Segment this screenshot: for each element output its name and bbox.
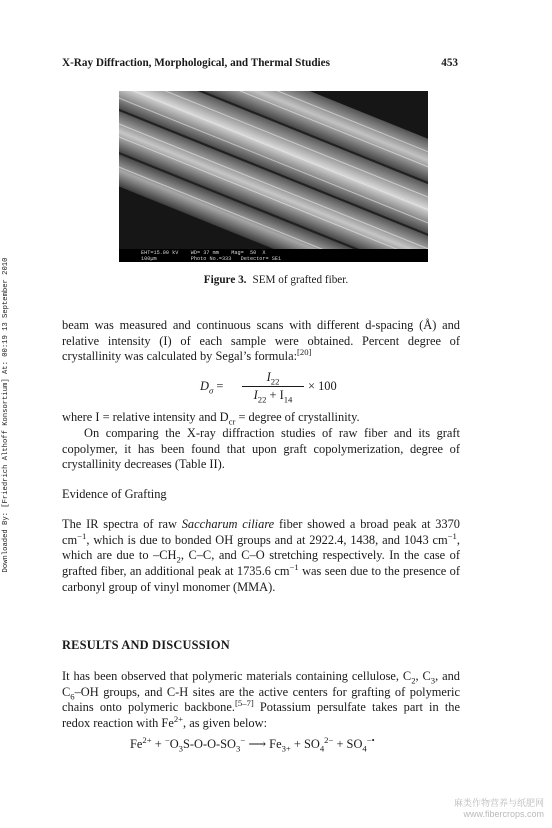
heading-results: RESULTS AND DISCUSSION <box>62 638 230 652</box>
paragraph-crystallinity: On comparing the X-ray diffraction studies of raw fiber and its graft copolymer, it has been found that upon graft copolymerization, degree of crystallinity decreases (Table II). <box>62 426 460 472</box>
figure-label: Figure 3. <box>203 274 247 286</box>
paragraph-segal: beam was measured and continuous scans with different d-spacing (Å) and relative intensity (I) of each sample were obtained. Percent degree of crystallinity was calculated by Segal’s formula:[20] <box>62 318 460 364</box>
watermark <box>454 798 544 820</box>
equation-rhs: × 100 <box>308 379 337 393</box>
sem-micrograph <box>119 91 428 262</box>
sem-parameters: EHT=15.00 kV WD= 37 mm Mag= 50 X <box>141 250 266 256</box>
download-note-text: Downloaded By: [Friedrich Althoff Konsortium] At: 00:19 13 September 2010 <box>2 257 10 573</box>
equation-numerator: $I_{22}$ <box>266 370 280 387</box>
equation-fraction <box>242 370 304 403</box>
equation-denominator: $I_{22} + I_{14}$ <box>253 388 293 405</box>
figure-caption-text: SEM of grafted fiber. <box>252 274 349 286</box>
figure-caption <box>0 274 552 286</box>
sem-scale-info: 100µm Photo No.=333 Detector= SE1 <box>141 256 282 262</box>
sem-info-bar <box>119 249 428 262</box>
download-note <box>0 240 12 590</box>
running-head-title: X-Ray Diffraction, Morphological, and Thermal Studies <box>62 57 330 69</box>
page-number: 453 <box>441 57 458 69</box>
running-head <box>62 57 458 73</box>
watermark-line-cn: 麻类作物营养与纸肥网 <box>453 798 544 808</box>
paragraph-results: It has been observed that polymeric materials containing cellulose, $C_2$, $C_3$, and $C_6-OH$ groups, and C-H sites are the active centers for grafting of polymeric chains onto polymeric backbone.[5–7] Potassium persulfate takes part in the redox reaction with $Fe^{2+}$, as given below: <box>62 669 460 731</box>
equation-lhs: $D_\sigma$ = <box>200 379 224 396</box>
heading-evidence: Evidence of Grafting <box>62 487 167 501</box>
paragraph-ir-spectra: The IR spectra of raw Saccharum ciliare fiber showed a broad peak at 3370 $cm^{-1}$, which is due to bonded OH groups and at 2922.4, 1438, and 1043 $cm^{-1}$, which are due to $-CH_2$, C–C, and C–O stretching respectively. In the case of grafted fiber, an additional peak at 1735.6 $cm^{-1}$ was seen due to the presence of carbonyl group of vinyl monomer (MMA). <box>62 517 460 594</box>
redox-reaction: $Fe^{2+} + ^-O_3S-O-O-SO_3^-$ ⟶ $Fe_{3+} + SO_4^{2-} + SO_4^{-•}$ <box>130 734 375 754</box>
watermark-line-url: www.fibercrops.com <box>463 809 544 819</box>
fiber-image <box>119 91 428 249</box>
paragraph-definitions: where I = relative intensity and $D_{cr}$ = degree of crystallinity. <box>62 410 360 427</box>
